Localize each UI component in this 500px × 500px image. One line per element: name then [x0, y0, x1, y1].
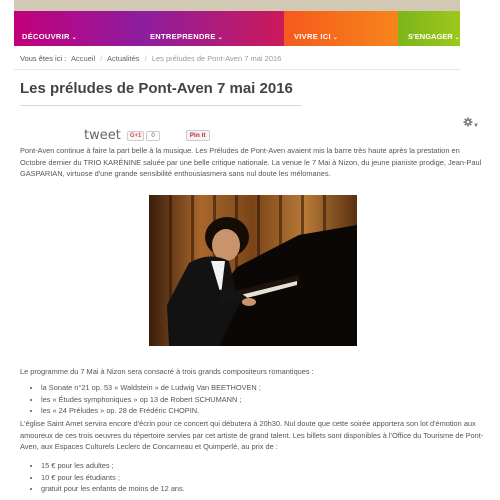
nav-label: ENTREPRENDRE [150, 32, 216, 41]
list-item: • les « Études symphoniques » op 13 de Robert SCHUMANN ; [41, 394, 261, 406]
breadcrumb-prefix: Vous êtes ici : [20, 54, 67, 63]
nav-label: VIVRE ICI [294, 32, 331, 41]
gplus-button[interactable]: G+1 [127, 131, 145, 141]
chevron-down-icon: ⌄ [217, 35, 224, 41]
nav-label: S'ENGAGER [408, 32, 453, 41]
breadcrumb [20, 54, 284, 63]
venue-paragraph: L'église Saint Amet servira encore d'écrin pour ce concert qui débutera à 20h30. Nul doute que cette soirée apportera son lot d'émotion aux amoureux de ces trois oeuvres du répertoire servies par cet artiste de grand talent. Les billets sont disponibles à l'Office du Tourisme de Pont-Aven, aux Espaces Culturels Leclerc de Concarneau et Quimperlé, au prix de : [20, 419, 484, 451]
nav-item-entreprendre[interactable] [142, 11, 284, 46]
nav-label: DÉCOUVRIR [22, 32, 70, 41]
pianist-illustration [149, 195, 357, 346]
pianist-photo [149, 195, 357, 346]
programme-list [31, 382, 261, 417]
nav-item-decouvrir[interactable] [14, 11, 142, 46]
chevron-down-icon: ⌄ [71, 35, 78, 41]
main-nav [14, 11, 460, 46]
list-item: • gratuit pour les enfants de moins de 12 ans. [41, 483, 185, 495]
pinit-button[interactable]: Pin it [186, 130, 210, 141]
list-item: • 10 € pour les étudiants ; [41, 472, 185, 484]
top-bar [14, 0, 460, 11]
gear-icon [463, 117, 473, 127]
price-list [31, 460, 185, 495]
gplus-count: 0 [146, 131, 159, 141]
page-title: Les préludes de Pont-Aven 7 mai 2016 [20, 80, 293, 97]
title-underline [20, 105, 302, 106]
breadcrumb-separator: / [144, 54, 147, 63]
article-tools-button[interactable] [463, 117, 479, 130]
chevron-down-icon: ⌄ [454, 35, 460, 41]
list-item: • les « 24 Préludes » op. 28 de Frédéric CHOPIN. [41, 405, 261, 417]
list-item: • la Sonate n°21 op. 53 « Waldstein » de Ludwig Van BEETHOVEN ; [41, 382, 261, 394]
nav-item-vivre-ici[interactable] [284, 11, 412, 46]
nav-item-sengager[interactable] [398, 11, 460, 46]
tweet-button[interactable]: tweet [84, 128, 121, 143]
caret-down-icon: ▼ [473, 123, 479, 129]
divider [14, 69, 460, 70]
programme-intro: Le programme du 7 Mai à Nizon sera consacré à trois grands compositeurs romantiques : [20, 367, 314, 376]
social-share-bar [84, 128, 210, 143]
article-intro: Pont-Aven continue à faire la part belle à la musique. Les Préludes de Pont-Aven avaient mis la barre très haute après la prestation en Octobre dernier du TRIO KARÉNINE saluée par une belle critique nationale. La venue le 7 Mai à Nizon, du jeune pianiste prodige, Jean-Paul GASPARIAN, virtuose d'une grande sensibilité enthousiasmera sans nul doute les mélomanes. [20, 146, 482, 178]
list-item: • 15 € pour les adultes ; [41, 460, 185, 472]
breadcrumb-item-current: Les préludes de Pont-Aven 7 mai 2016 [151, 54, 282, 63]
breadcrumb-item-actualites[interactable]: Actualités [107, 54, 140, 63]
breadcrumb-separator: / [100, 54, 103, 63]
breadcrumb-item-accueil[interactable]: Accueil [70, 54, 96, 63]
chevron-down-icon: ⌄ [332, 35, 339, 41]
